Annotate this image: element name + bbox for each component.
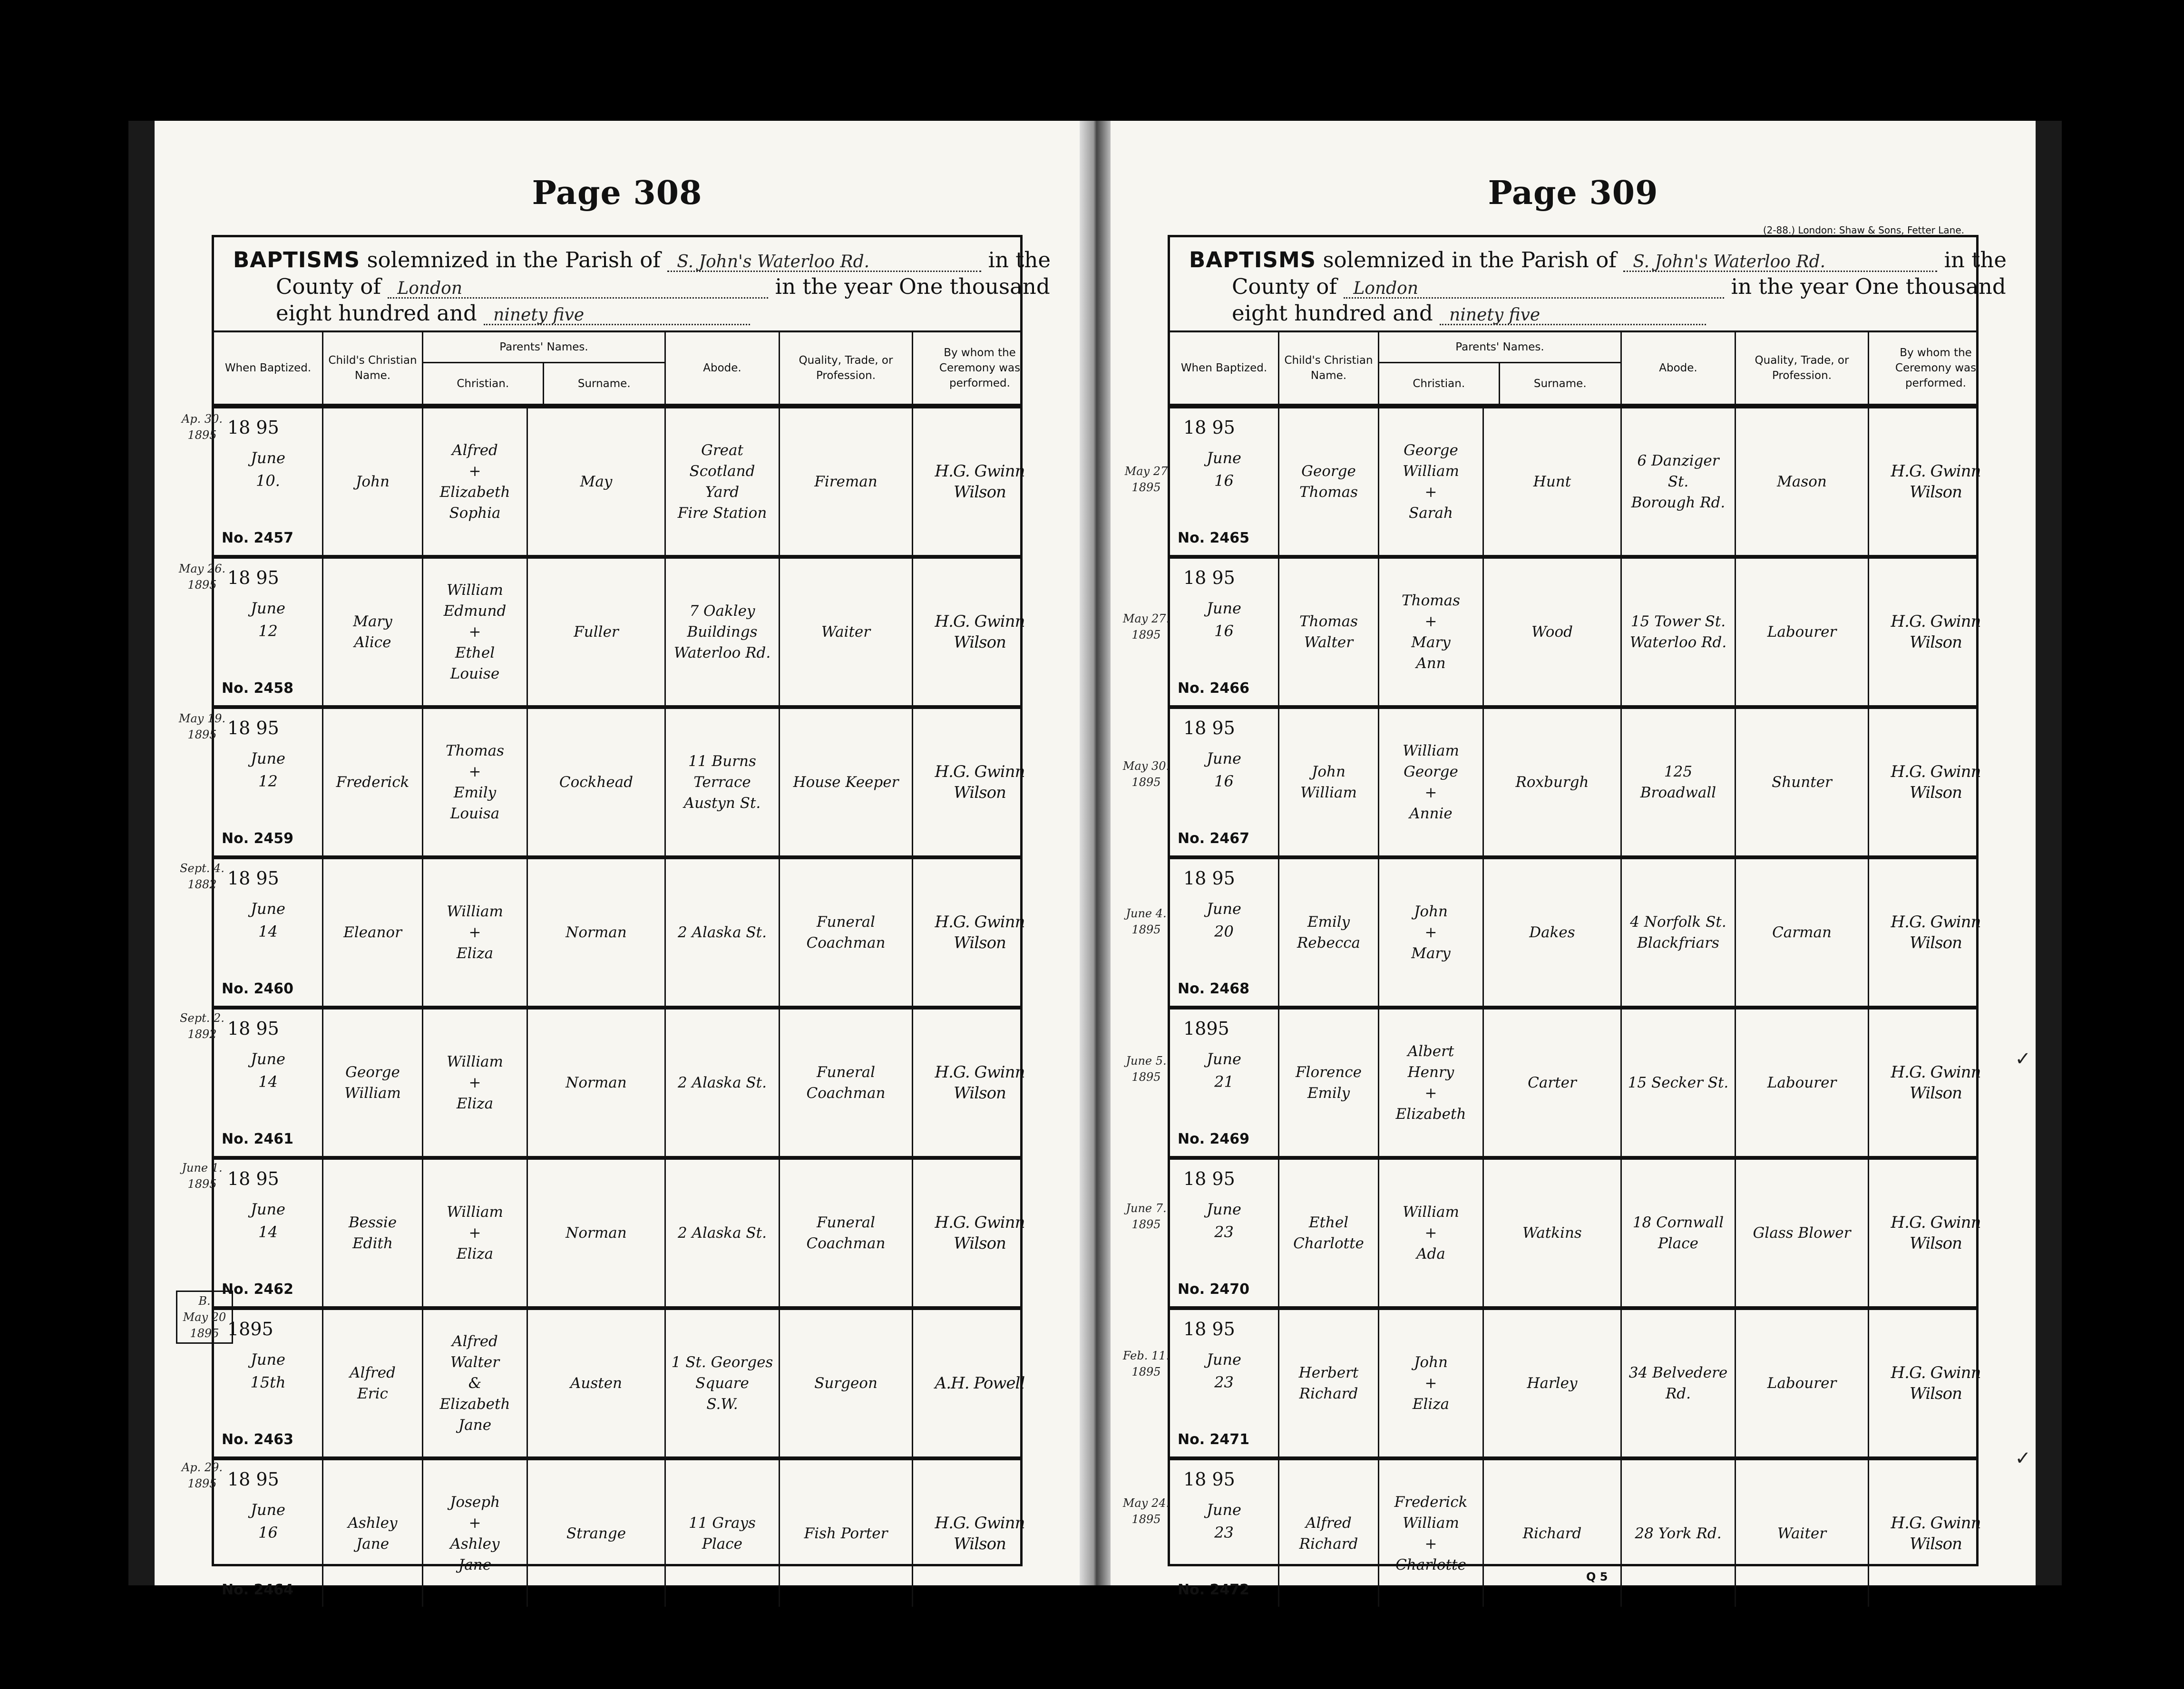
child-name: Alfred Eric [350,1364,396,1402]
parents-surname: Austen [570,1375,623,1392]
entry-number: No. 2464 [222,1582,294,1598]
baptism-register [212,235,1051,1598]
county-field: London [388,275,768,299]
officiant-signature: H.G. Gwinn Wilson [1891,612,1981,652]
parish-field: S. John's Waterloo Rd. [667,249,981,272]
child-name: Ethel Charlotte [1293,1214,1364,1252]
parents-surname: Norman [566,924,627,941]
parents-christian: William + Eliza [447,903,503,962]
entry-number: No. 2471 [1178,1431,1250,1448]
entry-date: June 16 [1207,749,1241,790]
margin-birth-date: June 1. 1895 [182,1161,223,1191]
heading-year-phrase: in the year One thousand [775,274,1050,299]
signature-mark: Q 5 [1586,1570,1608,1583]
entry-date: June 10. [251,449,285,490]
col-parents-label: Parents' Names. [1379,332,1620,363]
table-row [214,1160,1025,1310]
abode: 2 Alaska St. [678,924,767,941]
parents-christian: George William + Sarah [1403,442,1459,522]
margin-birth-date: Feb. 11. 1895 [1122,1349,1170,1378]
entry-date: June 23 [1207,1200,1241,1241]
col-when: When Baptized. [214,332,323,404]
child-name: George William [344,1064,401,1102]
register-heading [1170,237,2007,332]
heading-eight-hundred: eight hundred and [276,301,477,326]
child-name: Mary Alice [353,613,392,651]
table-row [1170,1310,1981,1460]
entry-date: June 23 [1207,1350,1241,1391]
profession: Labourer [1767,1074,1837,1091]
entry-number: No. 2469 [1178,1131,1250,1147]
heading-county-of: County of [1232,274,1337,299]
child-name: John William [1300,763,1357,801]
parents-christian: Frederick William + Charlotte [1394,1494,1468,1573]
table-row [214,1460,1025,1607]
col-christian: Christian. [1379,363,1500,404]
parents-christian: William + Ada [1403,1204,1459,1262]
parents-christian: William + Eliza [447,1204,503,1262]
parents-christian: Alfred Walter & Elizabeth Jane [439,1333,510,1434]
entry-year: 18 95 [1183,718,1235,738]
profession: Fish Porter [804,1525,888,1542]
margin-birth-date: June 4. 1895 [1126,907,1167,936]
entry-number: No. 2459 [222,830,294,847]
officiant-signature: H.G. Gwinn Wilson [935,462,1025,502]
abode: Great Scotland Yard Fire Station [677,442,767,522]
entry-number: No. 2466 [1178,680,1250,697]
entry-number: No. 2461 [222,1131,294,1147]
entry-year: 1895 [227,1319,273,1340]
child-name: Herbert Richard [1298,1364,1359,1402]
table-row [214,859,1025,1010]
margin-birth-date: May 24. 1895 [1122,1496,1170,1526]
parents-surname: Cockhead [559,774,634,791]
county-field: London [1344,275,1724,299]
abode: 15 Tower St. Waterloo Rd. [1629,613,1727,651]
col-when: When Baptized. [1170,332,1279,404]
entry-year: 18 95 [1183,1168,1235,1189]
entry-number: No. 2470 [1178,1281,1250,1298]
officiant-signature: A.H. Powell [935,1374,1025,1393]
parents-surname: Hunt [1533,473,1571,490]
table-row [214,1010,1025,1160]
col-by-whom: By whom the Ceremony was performed. [939,347,1021,389]
heading-eight-hundred: eight hundred and [1232,301,1433,326]
profession: Mason [1777,473,1827,490]
margin-birth-date: May 19. 1895 [178,712,226,741]
abode: 2 Alaska St. [678,1074,767,1091]
parents-christian: William Edmund + Ethel Louise [443,582,507,682]
abode: 125 Broadwall [1640,763,1716,801]
register-page-left [128,121,1080,1598]
child-name: Bessie Edith [348,1214,397,1252]
margin-birth-date: Sept. 4. 1882 [180,862,224,891]
parents-christian: William + Eliza [447,1053,503,1112]
entry-year: 18 95 [227,718,279,738]
parents-surname: Wood [1531,623,1573,641]
officiant-signature: H.G. Gwinn Wilson [935,1063,1025,1103]
table-row [214,1310,1025,1460]
officiant-signature: H.G. Gwinn Wilson [935,612,1025,652]
margin-birth-date: Sept. 2. 1892 [180,1011,224,1041]
child-name: John [355,473,390,490]
entry-number: No. 2457 [222,530,294,546]
entry-date: June 16 [251,1501,285,1542]
margin-birth-date: Ap. 29. 1895 [181,1461,223,1490]
parents-surname: Watkins [1522,1224,1582,1242]
heading-solemnized: solemnized in the Parish of [1323,247,1617,272]
abode: 11 Grays Place [689,1514,756,1553]
child-name: Emily Rebecca [1297,913,1361,951]
printer-imprint: (2-88.) London: Shaw & Sons, Fetter Lane. [1763,224,1964,236]
entry-number: No. 2462 [222,1281,294,1298]
margin-birth-date: May 30. 1895 [1122,759,1170,789]
parents-surname: Fuller [574,623,619,641]
col-parents-label: Parents' Names. [423,332,664,363]
profession: Fireman [814,473,878,490]
entry-number: No. 2463 [222,1431,294,1448]
heading-in-the: in the [1944,247,2007,272]
entry-date: June 12 [251,599,285,640]
entry-number: No. 2467 [1178,830,1250,847]
child-name: Florence Emily [1296,1064,1362,1102]
table-row [214,408,1025,559]
profession: Shunter [1772,774,1832,791]
parents-surname: Dakes [1529,924,1575,941]
profession: Surgeon [814,1375,878,1392]
margin-birth-date: May 26. 1895 [178,562,226,592]
col-parents [1379,332,1622,404]
entry-number: No. 2472 [1178,1582,1250,1598]
heading-solemnized: solemnized in the Parish of [367,247,661,272]
column-headers [214,332,1020,408]
entry-rows [214,408,1025,1607]
entry-year: 18 95 [227,567,279,588]
parents-surname: Strange [566,1525,626,1542]
col-quality: Quality, Trade, or Profession. [1736,332,1869,404]
parents-surname: Richard [1522,1525,1582,1542]
register-page-right [1111,121,2062,1598]
profession: Labourer [1767,1375,1837,1392]
abode: 4 Norfolk St. Blackfriars [1630,913,1726,951]
profession: House Keeper [793,774,899,791]
parents-surname: Roxburgh [1515,774,1589,791]
parents-surname: Norman [566,1224,627,1242]
abode: 2 Alaska St. [678,1224,767,1242]
entry-date: June 12 [251,749,285,790]
abode: 11 Burns Terrace Austyn St. [683,753,761,812]
officiant-signature: H.G. Gwinn Wilson [935,912,1025,952]
check-mark-icon: ✓ [2015,1447,2031,1469]
profession: Carman [1772,924,1832,941]
table-row [1170,1010,1981,1160]
table-row [1170,559,1981,709]
year-words-field: ninety five [1440,302,1706,325]
col-abode: Abode. [1622,332,1736,404]
parents-surname: Harley [1527,1375,1578,1392]
profession: Glass Blower [1753,1224,1851,1242]
child-name: Thomas Walter [1299,613,1358,651]
entry-year: 18 95 [1183,417,1235,438]
page-title: Page 308 [532,174,702,212]
entry-date: June 14 [251,1050,285,1091]
entry-year: 18 95 [227,1018,279,1039]
year-words-field: ninety five [484,302,750,325]
entry-year: 18 95 [227,868,279,889]
officiant-signature: H.G. Gwinn Wilson [1891,1213,1981,1253]
check-mark-icon: ✓ [2015,1048,2031,1070]
entry-date: June 16 [1207,449,1241,490]
profession: Waiter [1777,1525,1827,1542]
entry-date: June 21 [1207,1050,1241,1091]
officiant-signature: H.G. Gwinn Wilson [1891,912,1981,952]
col-by-whom: By whom the Ceremony was performed. [1895,347,1977,389]
table-row [1170,1460,1981,1607]
entry-year: 18 95 [1183,1319,1235,1340]
col-surname: Surname. [1533,377,1587,390]
heading-baptisms: BAPTISMS [233,247,361,272]
table-row [1170,709,1981,859]
heading-baptisms: BAPTISMS [1189,247,1316,272]
entry-date: June 20 [1207,900,1241,941]
parents-surname: May [580,473,613,490]
entry-year: 18 95 [227,1168,279,1189]
table-row [1170,859,1981,1010]
abode: 18 Cornwall Place [1632,1214,1724,1252]
parents-surname: Norman [566,1074,627,1091]
abode: 28 York Rd. [1635,1525,1722,1542]
entry-year: 18 95 [1183,567,1235,588]
officiant-signature: H.G. Gwinn Wilson [1891,762,1981,802]
entry-number: No. 2458 [222,680,294,697]
page-title: Page 309 [1488,174,1658,212]
entry-number: No. 2468 [1178,980,1250,997]
child-name: Alfred Richard [1299,1514,1358,1553]
profession: Funeral Coachman [806,1064,886,1102]
parish-field: S. John's Waterloo Rd. [1623,249,1937,272]
profession: Labourer [1767,623,1837,641]
profession: Funeral Coachman [806,913,886,951]
profession: Funeral Coachman [806,1214,886,1252]
col-child: Child's Christian Name. [323,332,423,404]
col-christian: Christian. [423,363,544,404]
entry-year: 18 95 [227,417,279,438]
abode: 6 Danziger St. Borough Rd. [1631,452,1726,511]
heading-in-the: in the [988,247,1051,272]
abode: 7 Oakley Buildings Waterloo Rd. [673,602,771,661]
table-row [1170,408,1981,559]
parents-christian: John + Eliza [1412,1354,1450,1413]
abode: 15 Secker St. [1628,1074,1729,1091]
col-child: Child's Christian Name. [1279,332,1379,404]
parents-christian: Alfred + Elizabeth Sophia [439,442,510,522]
col-quality: Quality, Trade, or Profession. [780,332,913,404]
margin-birth-date: May 27 1895 [1124,465,1168,494]
abode: 34 Belvedere Rd. [1628,1364,1728,1402]
officiant-signature: H.G. Gwinn Wilson [1891,1514,1981,1553]
col-abode: Abode. [666,332,780,404]
child-name: Ashley Jane [348,1514,398,1553]
parents-christian: Albert Henry + Elizabeth [1395,1043,1466,1123]
heading-year-phrase: in the year One thousand [1731,274,2006,299]
parents-christian: William George + Annie [1403,742,1459,822]
margin-birth-date: Ap. 30. 1895 [181,412,223,442]
book-gutter [1080,121,1111,1585]
parents-christian: Thomas + Emily Louisa [445,742,505,822]
child-name: George Thomas [1299,463,1358,501]
officiant-signature: H.G. Gwinn Wilson [1891,1063,1981,1103]
margin-birth-date: June 7. 1895 [1126,1202,1167,1231]
entry-year: 1895 [1183,1018,1229,1039]
officiant-signature: H.G. Gwinn Wilson [1891,462,1981,502]
entry-rows [1170,408,1981,1607]
parents-surname: Carter [1528,1074,1577,1091]
entry-date: June 15th [250,1350,286,1391]
entry-year: 18 95 [1183,868,1235,889]
margin-birth-date: May 27. 1895 [1122,612,1170,641]
entry-date: June 14 [251,1200,285,1241]
entry-date: June 14 [251,900,285,941]
margin-birth-date: June 5. 1895 [1126,1054,1167,1084]
child-name: Eleanor [343,924,402,941]
parents-christian: John + Mary [1411,903,1451,962]
officiant-signature: H.G. Gwinn Wilson [935,1514,1025,1553]
register-heading [214,237,1051,332]
margin-birth-date: B. May 20 1895 [176,1291,233,1344]
entry-number: No. 2460 [222,980,294,997]
parents-christian: Thomas + Mary Ann [1401,592,1461,672]
column-headers [1170,332,1976,408]
col-parents [423,332,666,404]
entry-date: June 16 [1207,599,1241,640]
officiant-signature: H.G. Gwinn Wilson [935,762,1025,802]
officiant-signature: H.G. Gwinn Wilson [1891,1363,1981,1403]
entry-date: June 23 [1207,1501,1241,1542]
abode: 1 St. Georges Square S.W. [671,1354,773,1413]
table-row [214,709,1025,859]
col-surname: Surname. [577,377,631,390]
officiant-signature: H.G. Gwinn Wilson [935,1213,1025,1253]
heading-county-of: County of [276,274,381,299]
entry-year: 18 95 [1183,1469,1235,1490]
table-row [1170,1160,1981,1310]
profession: Waiter [821,623,871,641]
entry-number: No. 2465 [1178,530,1250,546]
table-row [214,559,1025,709]
child-name: Frederick [336,774,410,791]
parents-christian: Joseph + Ashley Jane [449,1494,500,1573]
entry-year: 18 95 [227,1469,279,1490]
